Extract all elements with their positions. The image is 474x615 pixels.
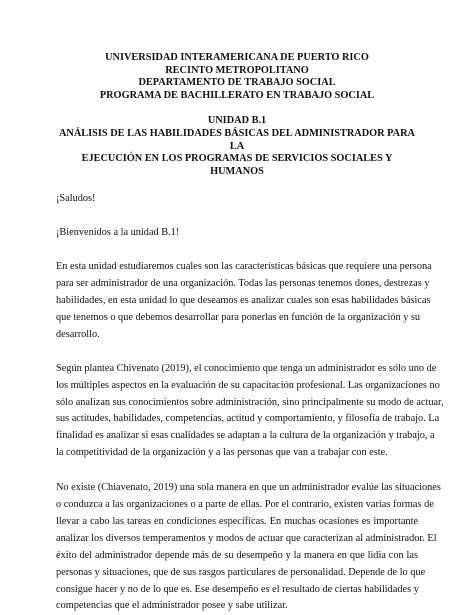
paragraph-line: personas y situaciones, que de sus rasgos particulares de personalidad. Depende de lo que xyxy=(56,566,426,578)
paragraph-line: sus actitudes, habilidades, competencias, actitud y comportamiento, y filosofía de trabajo. La xyxy=(56,413,440,425)
paragraph-line: competencias que el administrador posee y sabe utilizar. xyxy=(56,600,288,612)
unit-heading xyxy=(56,115,418,178)
paragraph-line: o conduzca a las organizaciones o a parte de ellas. Por el contrario, existen varias formas de xyxy=(56,499,434,511)
paragraph-line: los múltiples aspectos en la evaluación de su capacitación profesional. Las organizaciones no xyxy=(56,379,440,391)
institution-header xyxy=(56,52,418,102)
paragraph-line: desarrollo. xyxy=(56,328,100,340)
greeting: ¡Saludos! xyxy=(56,193,96,205)
paragraph-line: En esta unidad estudiaremos cuales son las características básicas que requiere una persona xyxy=(56,261,432,273)
paragraph-line: la competitividad de la organización y a las personas que van a trabajar con este. xyxy=(56,447,388,459)
paragraph-line: habilidades, en esta unidad lo que deseamos es analizar cuales son esas habilidades básicas xyxy=(56,294,431,306)
paragraph-line: consigue hacer y no de lo que es. Ese desempeño es el resultado de ciertas habilidades y xyxy=(56,583,419,595)
paragraph-line: analizar los diversos temperamentos y modos de actuar que caracterizan al administrador. El xyxy=(56,532,437,544)
paragraph-intro xyxy=(56,259,432,344)
paragraph-performance xyxy=(56,480,441,615)
paragraph-line: que tenemos o que debemos desarrollar para ponerlas en función de la organización y su xyxy=(56,311,421,323)
paragraph-line: llevar a cabo las tareas en condiciones específicas. En muchas ocasiones es importante xyxy=(56,515,418,527)
program-name: PROGRAMA DE BACHILLERATO EN TRABAJO SOCIAL xyxy=(99,89,375,101)
paragraph-chiavenato xyxy=(56,361,444,462)
department-name: DEPARTAMENTO DE TRABAJO SOCIAL xyxy=(138,77,336,89)
unit-label: UNIDAD B.1 xyxy=(207,115,267,127)
paragraph-line: sólo analizan sus conocimientos sobre administración, sino principalmente su modo de actuar, xyxy=(56,396,444,408)
welcome-message: ¡Bienvenidos a la unidad B.1! xyxy=(56,227,180,239)
paragraph-line: Según plantea Chivenato (2019), el conocimiento que tenga un administrador es sólo uno de xyxy=(56,362,437,374)
campus-name: RECINTO METROPOLITANO xyxy=(165,64,309,76)
paragraph-line: No existe (Chiavenato, 2019) una sola manera en que un administrador evalúe las situaciones xyxy=(56,482,441,494)
paragraph-line: para ser administrador de una organización. Todas las personas tenemos dones, destrezas y xyxy=(56,278,430,290)
paragraph-line: finalidad es analizar si esas cualidades se adaptan a la cultura de la organización y trabajo, a xyxy=(56,430,435,442)
university-name: UNIVERSIDAD INTERAMERICANA DE PUERTO RICO xyxy=(105,52,369,63)
unit-title-line-2: EJECUCIÓN EN LOS PROGRAMAS DE SERVICIOS SOCIALES Y HUMANOS xyxy=(81,153,393,177)
paragraph-line: éxito del administrador depende más de su desempeño y la manera en que lidia con las xyxy=(56,549,418,561)
unit-title-line-1: ANÁLISIS DE LAS HABILIDADES BÁSICAS DEL ADMINISTRADOR PARA LA xyxy=(59,127,415,152)
